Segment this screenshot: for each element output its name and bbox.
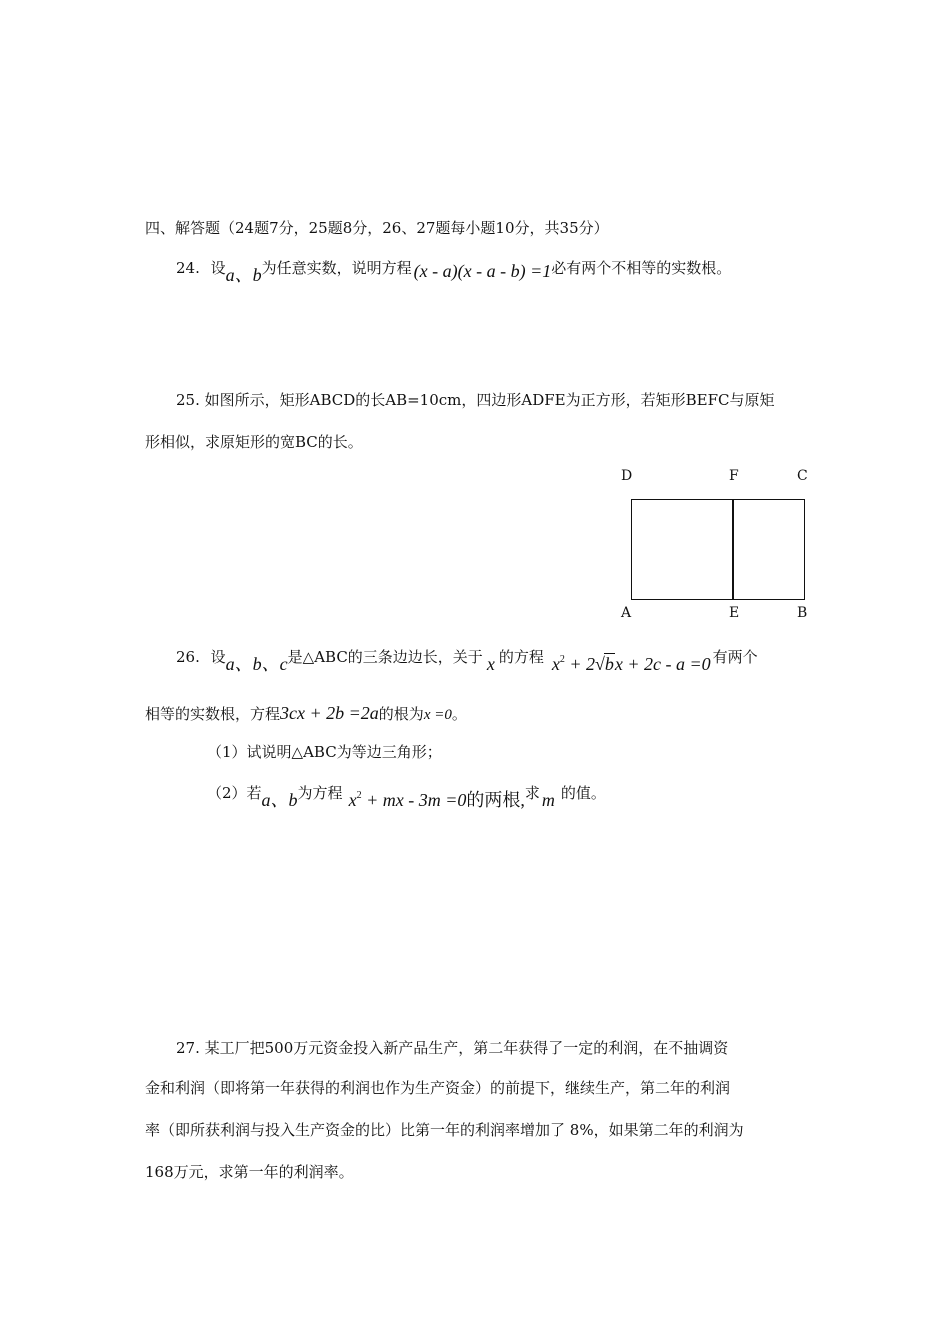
q26-pre: 设 [210, 648, 226, 666]
eq4-rest: + mx - 3m =0 [361, 790, 467, 810]
q27-line2: 金和利润（即将第一年获得的利润也作为生产资金）的前提下，继续生产，第二年的利润 [145, 1079, 731, 1097]
q25-line1: 25. 如图所示，矩形ABCD的长AB=10cm，四边形ADFE为正方形，若矩形BEFC与原矩 [176, 391, 775, 409]
q26-number: 26. [176, 648, 200, 666]
eq4-exponent: 2 [356, 790, 362, 801]
label-e: E [729, 605, 740, 621]
question-26-sub2 [207, 778, 606, 810]
q26-sub2-mid2: 的两根, [466, 790, 525, 810]
q26-vars: a、b、c [225, 654, 288, 674]
q26-sub2-qiu: 求 [524, 784, 540, 802]
q27-line1: 27. 某工厂把500万元资金投入新产品生产，第二年获得了一定的利润，在不抽调资 [176, 1039, 729, 1057]
q26-line2-pre: 相等的实数根，方程 [145, 705, 281, 723]
q26-var-x: x [486, 654, 495, 674]
q26-equation-4 [349, 790, 467, 810]
label-f: F [729, 468, 739, 484]
q26-mid2: 的方程 [498, 648, 544, 666]
question-24 [176, 257, 732, 285]
eq1-rest: x + 2c - a =0 [614, 654, 711, 674]
eq1-x: x [551, 654, 560, 674]
q24-mid: 为任意实数，说明方程 [261, 259, 412, 277]
q26-sub2-pre: （2）若 [207, 784, 262, 802]
q24-post: 必有两个不相等的实数根。 [551, 259, 732, 277]
q26-mid1: 是△ABC的三条边边长，关于 [287, 648, 483, 666]
q26-equation-2: 3cx + 2b =2a [280, 703, 379, 723]
q24-vars: a、b [225, 265, 262, 285]
q26-sub1: （1）试说明△ABC为等边三角形； [207, 743, 442, 761]
q24-pre: 设 [210, 259, 226, 277]
segment-ef [732, 499, 734, 600]
q25-line2: 形相似，求原矩形的宽BC的长。 [145, 433, 363, 451]
eq1-exponent: 2 [559, 654, 565, 665]
q26-sub2-mid: 为方程 [297, 784, 343, 802]
question-26-line2 [145, 703, 467, 725]
q26-equation-3: x =0 [423, 707, 452, 723]
section-heading: 四、解答题（24题7分，25题8分，26、27题每小题10分，共35分） [145, 219, 609, 237]
q24-equation: (x - a)(x - a - b) =1 [413, 261, 552, 281]
q27-line4: 168万元，求第一年的利润率。 [145, 1163, 354, 1181]
label-d: D [621, 468, 633, 484]
rectangle-abcd [631, 499, 805, 600]
q26-equation-1: $x^2 + 2√bx + 2c - a =0$ [551, 654, 711, 674]
q26-sub2-vars: a、b [261, 790, 298, 810]
q24-number: 24. [176, 259, 200, 277]
question-26-line1 [176, 642, 758, 674]
q26-line2-mid: 的根为 [378, 705, 424, 723]
eq4-x: x [348, 790, 357, 810]
q26-sub2-m: m [541, 790, 555, 810]
eq1-term: + 2 [564, 654, 595, 674]
q27-line3: 率（即所获利润与投入生产资金的比）比第一年的利润率增加了 8%，如果第二年的利润为 [145, 1121, 744, 1139]
q26-post1: 有两个 [712, 648, 758, 666]
label-b: B [797, 605, 808, 621]
q26-sub2-post: 的值。 [560, 784, 606, 802]
q26-line2-post: 。 [451, 705, 467, 723]
label-a: A [621, 605, 632, 621]
label-c: C [797, 468, 808, 484]
eq1-sqrt-b: b [604, 654, 614, 674]
